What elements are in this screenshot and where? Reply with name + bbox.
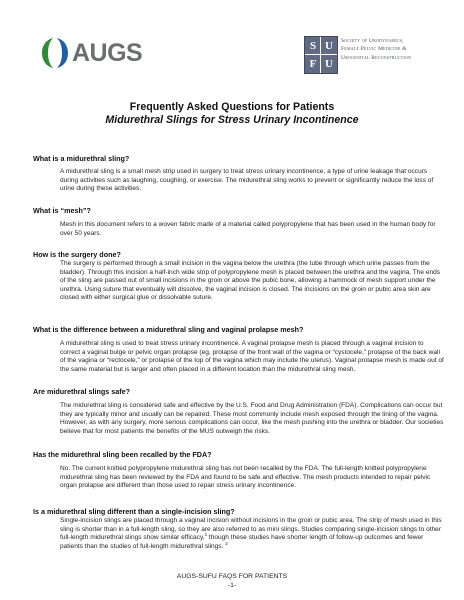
faq-answer [60,517,444,551]
augs-logo [42,36,162,70]
faq-question: Are midurethral slings safe? [33,387,131,396]
sufu-letter-s: S [309,40,317,52]
reference-marker: 1 [204,531,208,537]
augs-logo-text: AUGS [72,39,143,67]
faq-answer: The surgery is performed through a small incision in the vagina below the urethra (the tube through which urine passes from the bladder). Through this incision a half-inch wide strip of polypropylene mesh is placed between the urethra and the vagina. The ends of the sling are passed out of small incisions in the groin or above the pubic bone, allowing a hammock of mesh support under the urethra. Using suture that eventually will dissolve, the vaginal incision is closed. The incisions on the groin or pubic area skin are closed with either surgical glue or dissolvable suture. [60,260,441,302]
page-number: -1- [227,582,237,589]
sufu-letter-f: F [309,58,317,70]
sufu-letter-u: U [325,40,333,52]
augs-logo-mark-icon [42,36,68,70]
reference-marker: 2 [225,540,228,546]
sufu-name-line: Urogenital Reconstruction [341,54,412,61]
faq-answer-text: Single-incision slings are placed through a vaginal incision without incisions in the groin or pubic area. The strip of mesh used in this sling is shorter than in a full-length sling, so they are also referred to as mini slings. Studies comparing single-incision slings to other full-length midurethral slings show similar efficacy, [60,517,442,542]
page-title: Frequently Asked Questions for Patients [129,101,335,113]
sufu-name-line: Female Pelvic Medicine & [341,46,407,53]
faq-answer: The midurethral sling is considered safe and effective by the U.S. Food and Drug Administration (FDA). Complications can occur but they are typically minor and usually can be repaired. These most commonly include mesh exposed through the lining of the vagina. However, as with any surgery, more serious complications can occur, like the mesh pushing into the urethra or bladder. Our societies believe that for most patients the benefits of the MUS outweigh the risks. [60,402,444,435]
footer-title: AUGS-SUFU FAQS FOR PATIENTS [176,573,288,580]
faq-question: Has the midurethral sling been recalled by the FDA? [33,450,212,459]
faq-question: How is the surgery done? [33,250,121,259]
faq-question: What is the difference between a midurethral sling and vaginal prolapse mesh? [33,325,304,334]
faq-question: What is a midurethral sling? [33,154,130,163]
sufu-logo [304,36,444,74]
faq-question: What is “mesh”? [33,206,91,215]
sufu-letter-u2: U [325,58,333,70]
sufu-logo-box [304,36,338,74]
faq-answer: Mesh in this document refers to a woven fabric made of a material called polypropylene that has been used in the human body for over 50 years. [60,221,436,237]
page-subtitle: Midurethral Slings for Stress Urinary Incontinence [105,114,359,126]
faq-answer: A midurethral sling is used to treat stress urinary incontinence. A vaginal prolapse mesh is placed through a vaginal incision to correct a vaginal bulge or pelvic organ prolapse (eg, prolapse of the front wall of the vagina or “cystocele,” prolapse of the back wall of the vagina or “rectocele,” or prolapse of the top of the vagina which may include the uterus). Vaginal prolapse mesh is made out of the same material but is larger and often placed in a different location than the midurethral sling mesh. [60,340,444,373]
sufu-society-name [341,37,445,62]
faq-answer-text: though these studies have shorter length of follow-up outcomes and fewer patients than the studies of full-length midurethral slings. [60,534,424,550]
sufu-name-line: Society of Urodynamics, [341,38,404,44]
faq-question: Is a midurethral sling different than a single-incision sling? [33,507,235,516]
faq-answer: A midurethral sling is a small mesh strip used in surgery to treat stress urinary incontinence, a type of urine leakage that occurs during activities such as laughing, coughing, or exercise. The midurethral sling works to prevent or significantly reduce the loss of urine during these activities. [60,168,434,193]
faq-answer: No. The current knitted polypropylene midurethral sling has not been recalled by the FDA. The full-length knitted polypropylene midurethral sling has been reviewed by the FDA and found to be safe and effective. The mesh products intended to repair pelvic organ prolapse are different than those used to repair stress urinary incontinence. [60,465,431,490]
